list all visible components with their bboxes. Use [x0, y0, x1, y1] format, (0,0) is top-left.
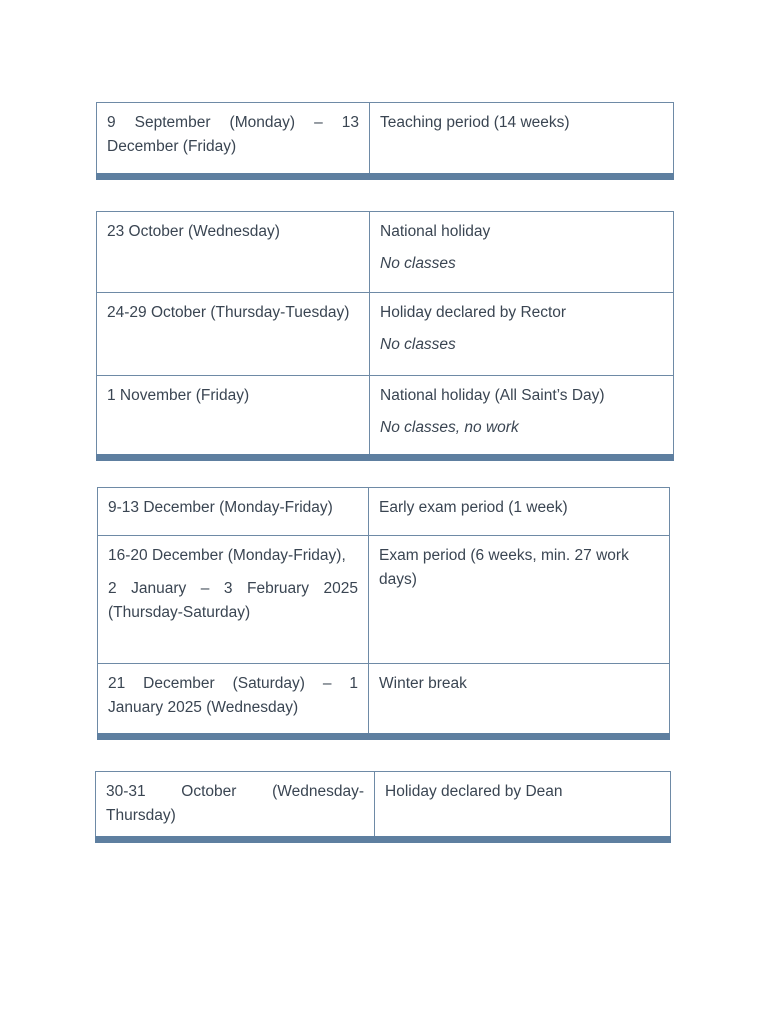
date-text: 23 October (Wednesday) — [107, 223, 280, 240]
date-cell — [96, 772, 375, 840]
description-cell — [370, 293, 674, 376]
table-row — [98, 664, 670, 737]
calendar-table-exams — [97, 487, 670, 740]
date-cell — [98, 536, 369, 664]
date-cell — [98, 488, 369, 536]
calendar-table-holidays — [96, 211, 674, 461]
description-text: Holiday declared by Rector — [380, 304, 567, 321]
calendar-table-teaching — [96, 102, 674, 180]
table-row — [97, 212, 674, 293]
date-text: 2 January – 3 February 2025 (Thursday-Saturday) — [108, 580, 358, 621]
table-row — [97, 293, 674, 376]
date-text: 24-29 October (Thursday-Tuesday) — [107, 304, 350, 321]
note-text: No classes — [380, 255, 456, 272]
date-cell — [97, 212, 370, 293]
description-cell — [369, 664, 670, 737]
description-cell — [370, 376, 674, 458]
description-cell — [375, 772, 671, 840]
description-text: National holiday (All Saint’s Day) — [380, 387, 605, 404]
table-row — [98, 536, 670, 664]
date-text: 30-31 October (Wednesday-Thursday) — [106, 783, 364, 824]
description-text: Teaching period (14 weeks) — [380, 114, 570, 131]
note-text: No classes — [380, 336, 456, 353]
table-row — [96, 772, 671, 840]
description-text: National holiday — [380, 223, 491, 240]
description-text: Winter break — [379, 675, 467, 692]
date-text: 9-13 December (Monday-Friday) — [108, 499, 333, 516]
description-cell — [370, 212, 674, 293]
date-cell — [97, 103, 370, 177]
date-text: 1 November (Friday) — [107, 387, 250, 404]
description-text: Early exam period (1 week) — [379, 499, 568, 516]
note-text: No classes, no work — [380, 419, 519, 436]
date-text: 16-20 December (Monday-Friday), — [108, 547, 346, 564]
description-text: Exam period (6 weeks, min. 27 work days) — [379, 547, 629, 588]
description-cell — [369, 536, 670, 664]
date-text: 21 December (Saturday) – 1 January 2025 (Wednesday) — [108, 675, 358, 716]
calendar-table-dean-holiday — [95, 771, 671, 843]
date-text: 9 September (Monday) – 13 December (Friday) — [107, 114, 359, 155]
description-cell — [370, 103, 674, 177]
table-row — [97, 103, 674, 177]
table-row — [98, 488, 670, 536]
description-text: Holiday declared by Dean — [385, 783, 563, 800]
date-cell — [97, 293, 370, 376]
description-cell — [369, 488, 670, 536]
date-cell — [97, 376, 370, 458]
table-row — [97, 376, 674, 458]
date-cell — [98, 664, 369, 737]
